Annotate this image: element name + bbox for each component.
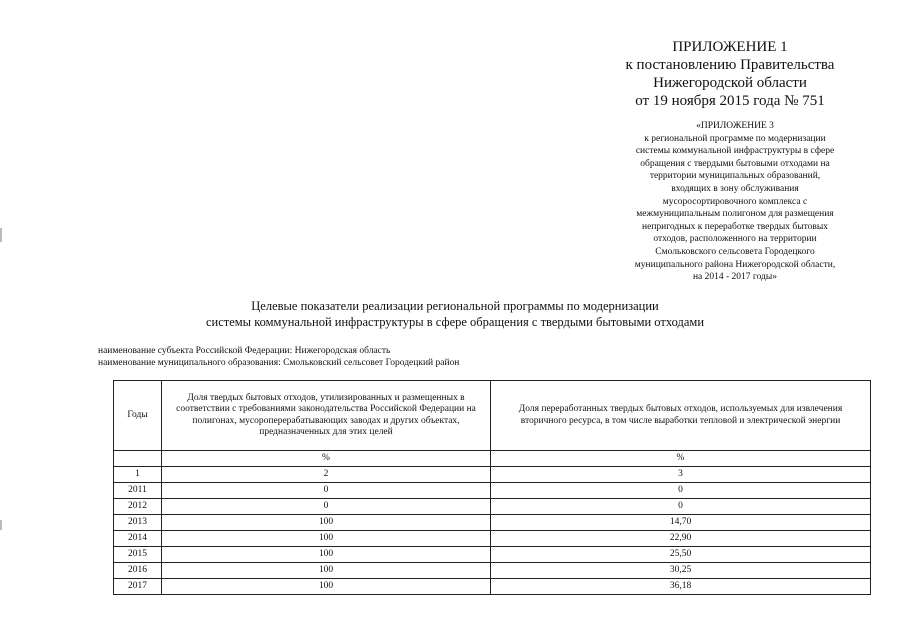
cell-col-b: 0 xyxy=(491,483,871,499)
appendix-1-line: Нижегородской области xyxy=(653,75,807,91)
appendix-1-line: ПРИЛОЖЕНИЕ 1 xyxy=(672,39,788,55)
cell-col-b: 22,90 xyxy=(491,531,871,547)
document-title xyxy=(150,298,760,330)
cell-year: 1 xyxy=(114,467,162,483)
cell-year: 2012 xyxy=(114,499,162,515)
cell-col-a: 0 xyxy=(162,499,491,515)
cell-year: 2014 xyxy=(114,531,162,547)
table-header-row xyxy=(114,381,871,451)
appendix-3-line: отходов, расположенного на территории xyxy=(653,234,817,245)
title-line-2: системы коммунальной инфраструктуры в сфере обращения с твердыми бытовыми отходами xyxy=(205,315,705,329)
municipality-name: наименование муниципального образования: Смольковский сельсовет Городецкий район xyxy=(98,358,460,368)
cell-col-b: 36,18 xyxy=(491,579,871,595)
scan-edge-mark xyxy=(0,228,2,242)
appendix-3-line: муниципального района Нижегородской области, xyxy=(634,259,836,270)
appendix-3-line: входящих в зону обслуживания xyxy=(671,183,799,194)
table-row xyxy=(114,547,871,563)
cell-col-a: 100 xyxy=(162,515,491,531)
table-row xyxy=(114,483,871,499)
header-col-a: Доля твердых бытовых отходов, утилизированных и размещенных в соответствии с требованиями законодательства Российской Федерации на полигонах, мусороперерабатывающих заводах и других объектах, предназначенных для этих целей xyxy=(162,381,491,451)
cell-col-b: 25,50 xyxy=(491,547,871,563)
table-row xyxy=(114,499,871,515)
unit-years xyxy=(114,451,162,467)
cell-col-b: 14,70 xyxy=(491,515,871,531)
cell-year: 2013 xyxy=(114,515,162,531)
cell-col-a: 100 xyxy=(162,547,491,563)
table-units-row xyxy=(114,451,871,467)
appendix-1-header xyxy=(600,38,860,110)
header-col-b: Доля переработанных твердых бытовых отходов, используемых для извлечения вторичного ресурса, в том числе выработки тепловой и электрической энергии xyxy=(491,381,871,451)
cell-col-a: 100 xyxy=(162,563,491,579)
table-row xyxy=(114,531,871,547)
cell-col-a: 100 xyxy=(162,531,491,547)
appendix-3-line: на 2014 - 2017 годы» xyxy=(692,272,778,283)
unit-col-a: % xyxy=(162,451,491,467)
appendix-3-line: Смольковского сельсовета Городецкого xyxy=(655,246,815,257)
table-row xyxy=(114,467,871,483)
appendix-3-line: к региональной программе по модернизации xyxy=(644,133,826,144)
cell-col-b: 0 xyxy=(491,499,871,515)
cell-col-a: 0 xyxy=(162,483,491,499)
cell-col-a: 100 xyxy=(162,579,491,595)
subject-name: наименование субъекта Российской Федерации: Нижегородская область xyxy=(98,346,391,356)
cell-year: 2011 xyxy=(114,483,162,499)
cell-col-a: 2 xyxy=(162,467,491,483)
appendix-1-line: от 19 ноября 2015 года № 751 xyxy=(635,93,825,109)
cell-col-b: 30,25 xyxy=(491,563,871,579)
unit-col-b: % xyxy=(491,451,871,467)
table-row xyxy=(114,579,871,595)
cell-col-b: 3 xyxy=(491,467,871,483)
indicators-table xyxy=(113,380,871,595)
cell-year: 2017 xyxy=(114,579,162,595)
table-row xyxy=(114,515,871,531)
appendix-3-line: системы коммунальной инфраструктуры в сфере xyxy=(635,146,835,157)
appendix-1-line: к постановлению Правительства xyxy=(625,57,835,73)
table-row xyxy=(114,563,871,579)
title-line-1: Целевые показатели реализации региональной программы по модернизации xyxy=(251,299,659,313)
cell-year: 2015 xyxy=(114,547,162,563)
appendix-3-line: непригодных к переработке твердых бытовых xyxy=(642,221,828,232)
appendix-3-line: межмуниципальным полигоном для размещения xyxy=(636,209,834,220)
header-years: Годы xyxy=(114,381,162,451)
cell-year: 2016 xyxy=(114,563,162,579)
appendix-3-line: обращения с твердыми бытовыми отходами на xyxy=(640,158,830,169)
scan-edge-mark xyxy=(0,520,2,530)
appendix-3-line: территории муниципальных образований, xyxy=(649,171,821,182)
appendix-3-line: «ПРИЛОЖЕНИЕ 3 xyxy=(696,121,774,131)
appendix-3-header xyxy=(606,120,864,284)
appendix-3-line: мусоросортировочного комплекса с xyxy=(662,196,808,207)
